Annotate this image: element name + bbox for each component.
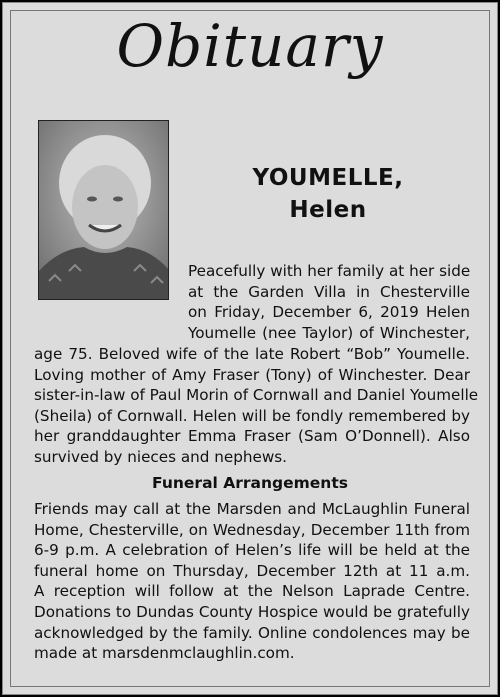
text-line: survived by nieces and nephews. — [34, 447, 288, 466]
obituary-text-wrapped — [188, 261, 470, 343]
text-line: at the Garden Villa in Chesterville — [188, 282, 470, 301]
text-line: 6-9 p.m. A celebration of Helen’s life will be held at the — [34, 541, 470, 560]
text-line: Home, Chesterville, on Wednesday, December 11th from — [34, 520, 470, 539]
deceased-surname: YOUMELLE, — [252, 165, 404, 191]
text-line: on Friday, December 6, 2019 Helen — [188, 303, 470, 322]
text-line: A reception will follow at the Nelson Laprade Centre. — [34, 582, 470, 601]
text-line: funeral home on Thursday, December 12th at 11 a.m. — [34, 561, 470, 580]
text-line: acknowledged by the family. Online condolences may be — [34, 623, 470, 642]
text-line: her granddaughter Emma Fraser (Sam O’Donnell). Also — [34, 427, 470, 446]
text-line: Loving mother of Amy Fraser (Tony) of Winchester. Dear — [34, 365, 470, 384]
obituary-title: Obituary — [116, 12, 384, 80]
text-line: made at marsdenmclaughlin.com. — [34, 644, 295, 663]
text-line: Donations to Dundas County Hospice would be gratefully — [34, 602, 470, 621]
deceased-first-name: Helen — [289, 197, 367, 223]
text-line: (Sheila) of Cornwall. Helen will be fondly remembered by — [34, 406, 470, 425]
text-line: Youmelle (nee Taylor) of Winchester, — [188, 323, 470, 342]
text-line: Friends may call at the Marsden and McLaughlin Funeral — [34, 500, 470, 518]
portrait-photo-icon — [38, 120, 169, 300]
text-line: Peacefully with her family at her side — [188, 262, 471, 280]
obituary-text-full — [34, 344, 479, 468]
text-line: age 75. Beloved wife of the late Robert “Bob” Youmelle. — [34, 345, 470, 363]
text-line: sister-in-law of Paul Morin of Cornwall and Daniel Youmelle — [34, 386, 479, 405]
funeral-arrangements-heading: Funeral Arrangements — [152, 474, 348, 492]
funeral-arrangements-text — [34, 499, 470, 664]
